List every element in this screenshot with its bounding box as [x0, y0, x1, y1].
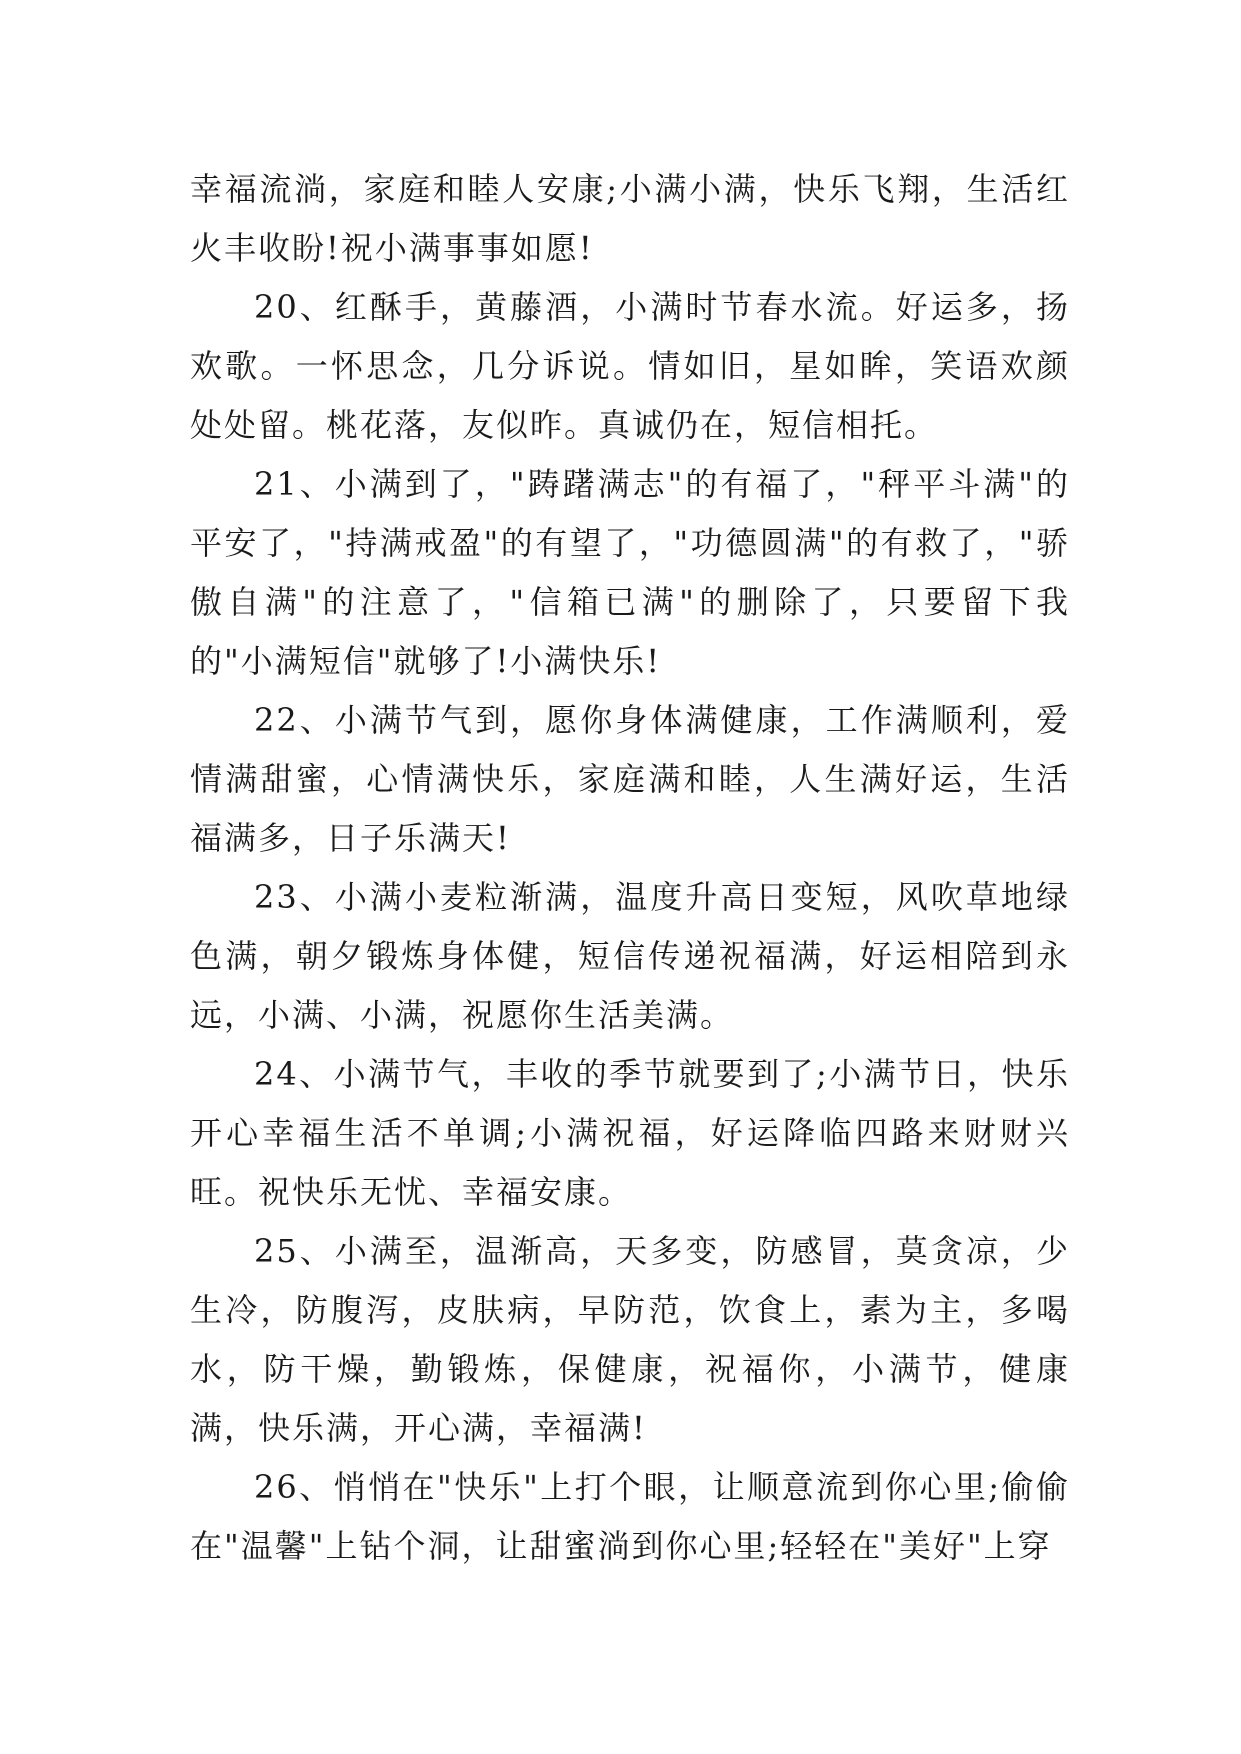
paragraph-22: 22、小满节气到，愿你身体满健康，工作满顺利，爱情满甜蜜，心情满快乐，家庭满和睦，人生满好运，生活福满多，日子乐满天! — [190, 701, 1070, 857]
document-body — [190, 160, 1070, 1576]
paragraph-25: 25、小满至，温渐高，天多变，防感冒，莫贪凉，少生冷，防腹泻，皮肤病，早防范，饮食上，素为主，多喝水，防干燥，勤锻炼，保健康，祝福你，小满节，健康满，快乐满，开心满，幸福满! — [190, 1232, 1070, 1447]
paragraph-21: 21、小满到了，"踌躇满志"的有福了，"秤平斗满"的平安了，"持满戒盈"的有望了，"功德圆满"的有救了，"骄傲自满"的注意了，"信箱已满"的删除了，只要留下我的"小满短信"就够了!小满快乐! — [190, 465, 1070, 680]
paragraph-23: 23、小满小麦粒渐满，温度升高日变短，风吹草地绿色满，朝夕锻炼身体健，短信传递祝福满，好运相陪到永远，小满、小满，祝愿你生活美满。 — [190, 878, 1070, 1034]
paragraph-24: 24、小满节气，丰收的季节就要到了;小满节日，快乐开心幸福生活不单调;小满祝福，好运降临四路来财财兴旺。祝快乐无忧、幸福安康。 — [190, 1055, 1070, 1211]
paragraph-20: 20、红酥手，黄藤酒，小满时节春水流。好运多，扬欢歌。一怀思念，几分诉说。情如旧，星如眸，笑语欢颜处处留。桃花落，友似昨。真诚仍在，短信相托。 — [190, 288, 1070, 444]
paragraph-continued: 幸福流淌，家庭和睦人安康;小满小满，快乐飞翔，生活红火丰收盼!祝小满事事如愿! — [190, 170, 1070, 267]
paragraph-26: 26、悄悄在"快乐"上打个眼，让顺意流到你心里;偷偷在"温馨"上钻个洞，让甜蜜淌到你心里;轻轻在"美好"上穿 — [190, 1468, 1070, 1565]
